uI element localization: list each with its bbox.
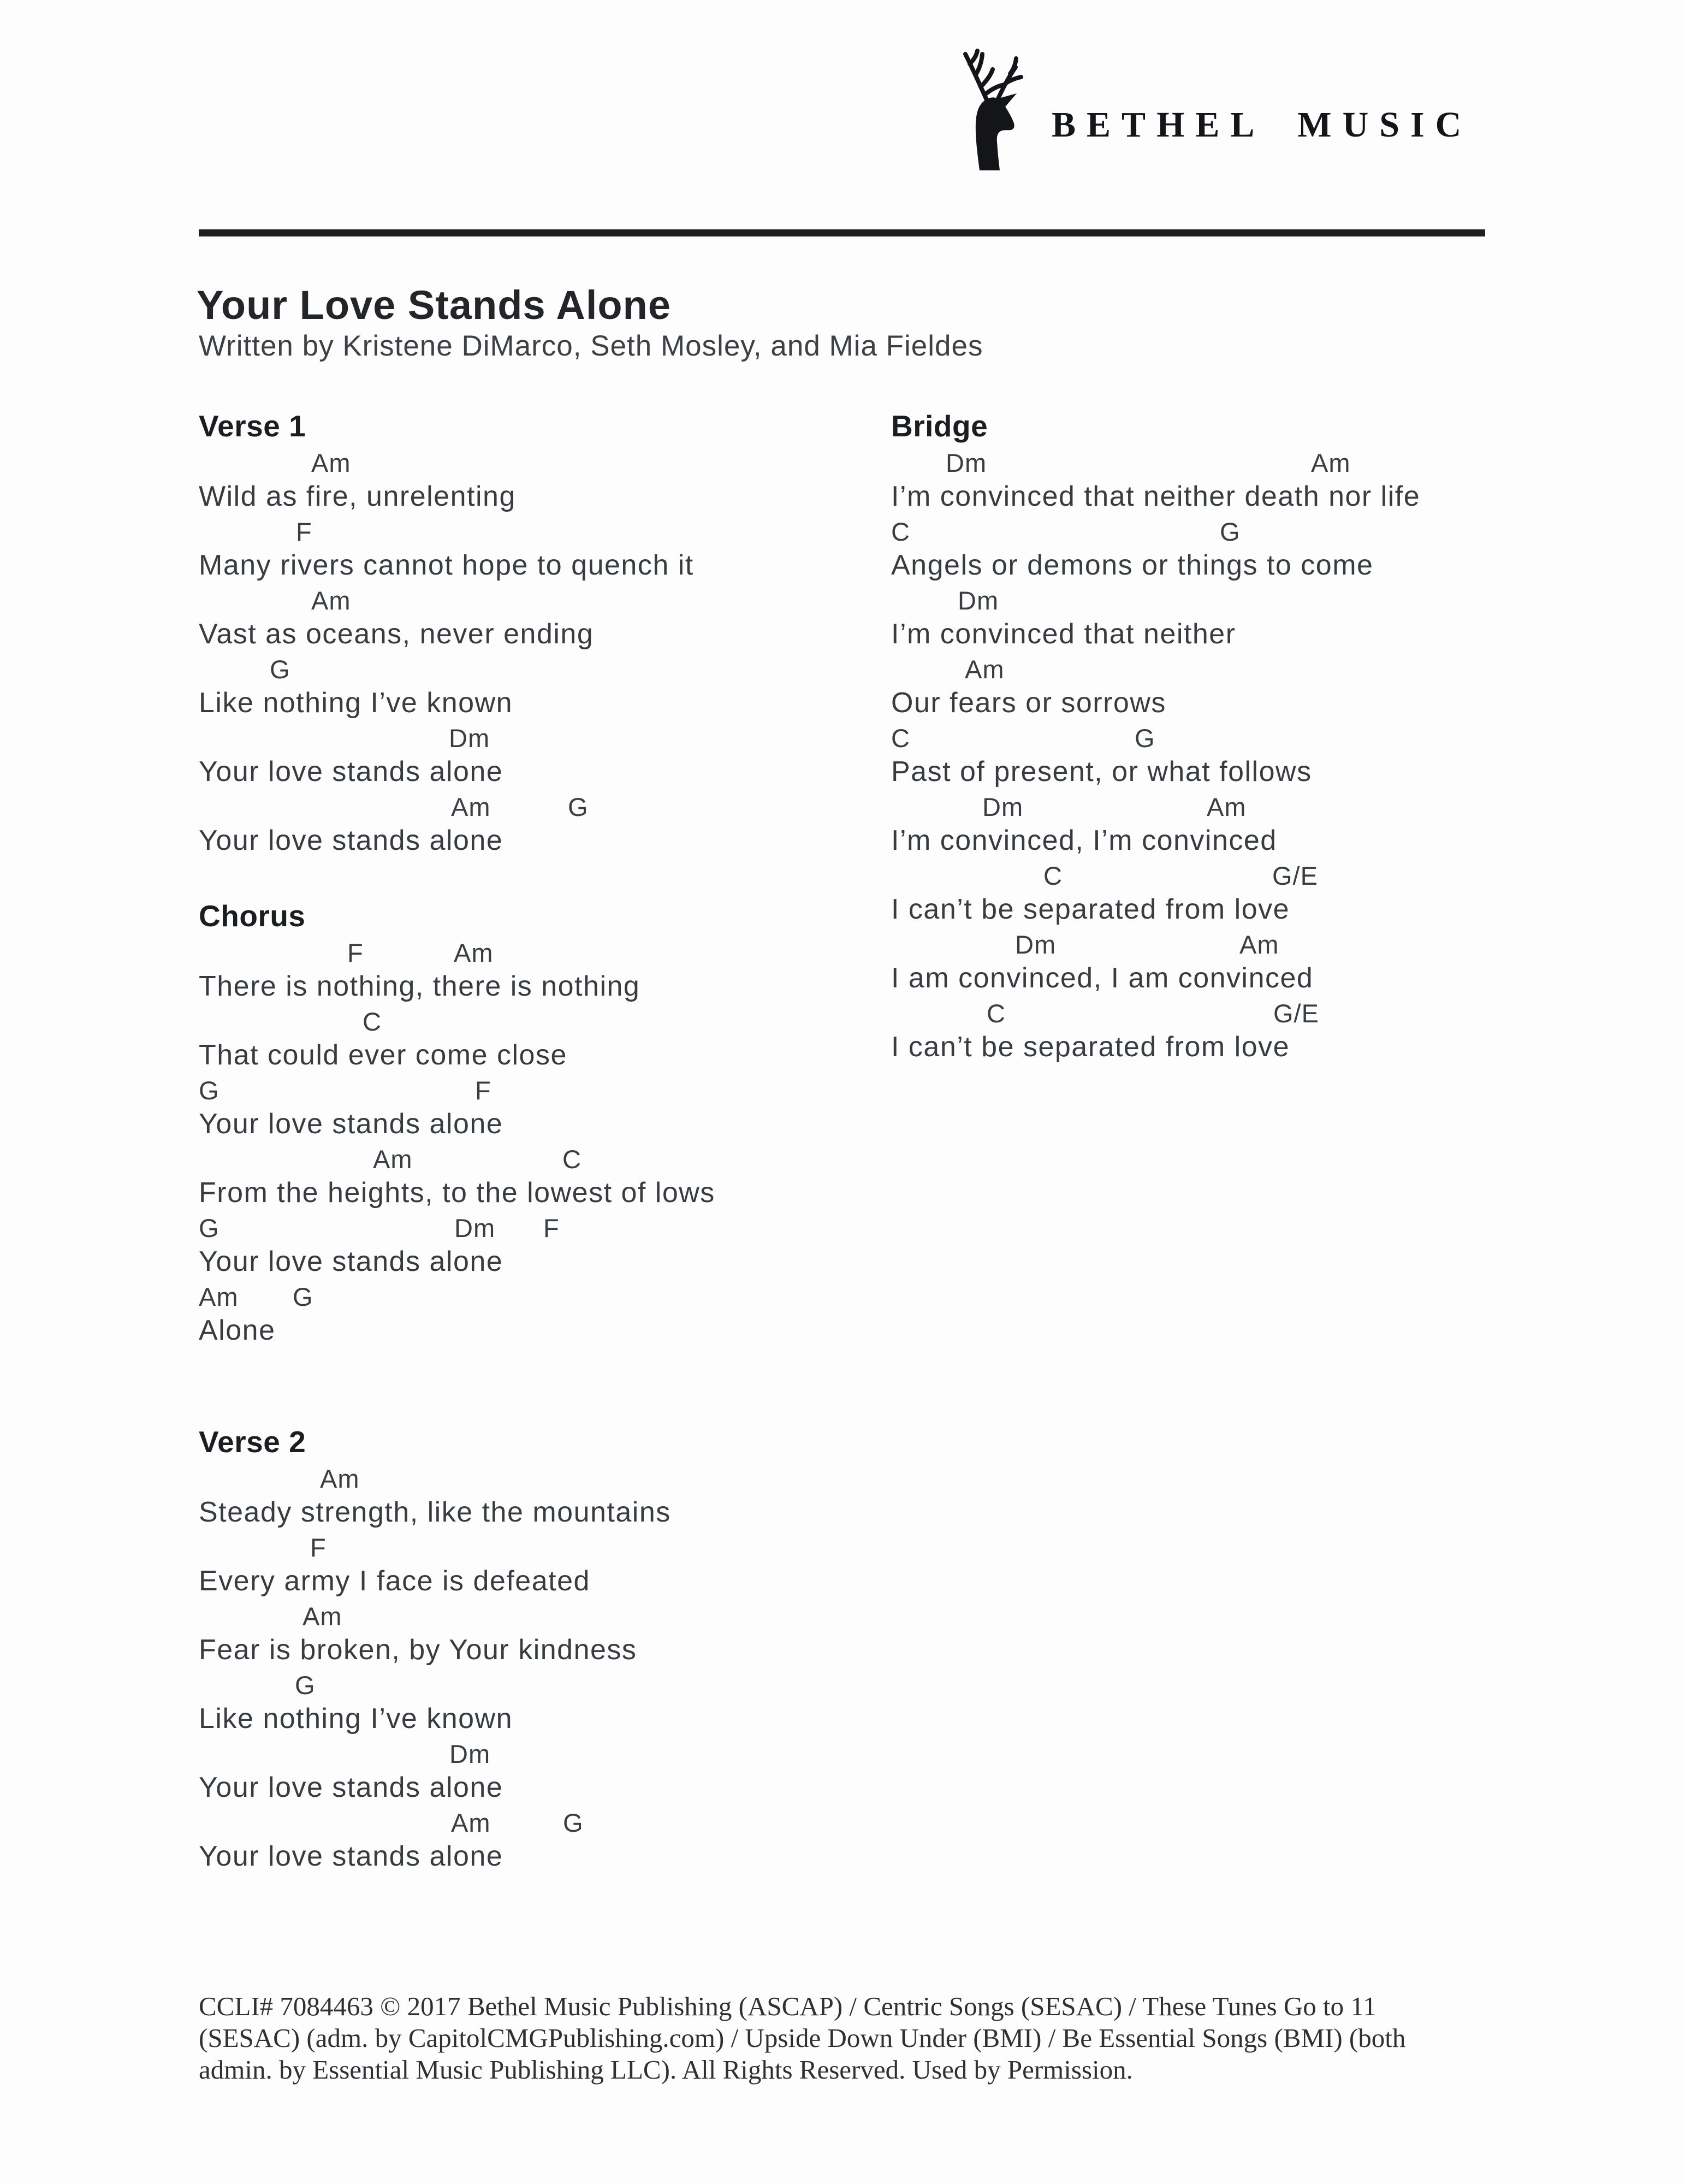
lyric-line: Alone <box>199 1315 276 1346</box>
chord-line <box>891 720 1666 755</box>
footer-line: admin. by Essential Music Publishing LLC). All Rights Reserved. Used by Permission. <box>199 2055 1133 2085</box>
chord-line <box>199 1599 892 1633</box>
chord-line <box>891 927 1666 961</box>
lyric-line: Many rivers cannot hope to quench it <box>199 549 694 581</box>
chord: C <box>891 517 910 546</box>
chord: G/E <box>1273 999 1319 1028</box>
chord: F <box>347 938 364 967</box>
chord: Am <box>1207 792 1247 821</box>
chord: Am <box>320 1464 360 1493</box>
lyric-line: Vast as oceans, never ending <box>199 618 594 650</box>
chord: C <box>891 724 910 753</box>
lyric-line: There is nothing, there is nothing <box>199 970 640 1002</box>
footer-copyright <box>199 1991 1520 2086</box>
chord-line <box>891 789 1666 824</box>
chord: G <box>270 655 290 684</box>
brand-wordmark: BETHEL MUSIC <box>1052 105 1473 145</box>
stag-deer-icon <box>949 46 1036 170</box>
chord-line <box>199 514 892 548</box>
chord: G <box>1135 724 1155 753</box>
lyric-line: Fear is broken, by Your kindness <box>199 1634 637 1666</box>
section-heading: Verse 2 <box>199 1425 306 1459</box>
lyric-line: I’m convinced that neither death nor life <box>891 481 1421 512</box>
section-heading: Verse 1 <box>199 409 306 443</box>
lyric-line: I can’t be separated from love <box>891 893 1290 925</box>
chord: Dm <box>449 1739 491 1768</box>
chord: Am <box>311 448 351 477</box>
chord: G <box>199 1214 219 1242</box>
chord: Am <box>373 1145 413 1174</box>
chord: G <box>563 1808 584 1837</box>
footer-line: (SESAC) (adm. by CapitolCMGPublishing.com) / Upside Down Under (BMI) / Be Essential Songs (BMI) (both <box>199 2023 1406 2053</box>
lyric-line: Angels or demons or things to come <box>891 549 1374 581</box>
chord-line <box>891 514 1666 548</box>
chord-line <box>199 1141 892 1176</box>
chord: G <box>1220 517 1241 546</box>
chord: Dm <box>958 586 999 615</box>
footer-line: CCLI# 7084463 © 2017 Bethel Music Publishing (ASCAP) / Centric Songs (SESAC) / These Tunes Go to 11 <box>199 1991 1377 2021</box>
chord: Am <box>1239 930 1279 959</box>
chord-line <box>891 858 1666 892</box>
chord-line <box>891 996 1666 1030</box>
chord: F <box>475 1076 491 1105</box>
chord-line <box>199 1279 892 1313</box>
lyric-line: I’m convinced that neither <box>891 618 1236 650</box>
lyric-line: Your love stands alone <box>199 1108 503 1140</box>
chord-line <box>891 583 1666 617</box>
lyric-line: Like nothing I’ve known <box>199 1703 513 1735</box>
chord-line <box>199 652 892 686</box>
chord: Am <box>451 1808 491 1837</box>
chord: Am <box>965 655 1005 684</box>
lyric-line: Your love stands alone <box>199 825 503 856</box>
chord-line <box>199 789 892 824</box>
chord-line <box>199 1805 892 1839</box>
chord: G/E <box>1272 861 1318 890</box>
chord-line <box>199 1004 892 1038</box>
chord-line <box>199 1461 892 1495</box>
chord: C <box>987 999 1006 1028</box>
lyric-line: Your love stands alone <box>199 756 503 788</box>
chord-line <box>199 445 892 480</box>
lyric-line: Every army I face is defeated <box>199 1565 590 1597</box>
column-right <box>891 410 1666 1064</box>
song-byline: Written by Kristene DiMarco, Seth Mosley, and Mia Fieldes <box>199 330 983 362</box>
section-heading: Chorus <box>199 899 306 933</box>
chord: Am <box>302 1602 342 1631</box>
lyric-line: Wild as fire, unrelenting <box>199 481 516 512</box>
lyric-line: From the heights, to the lowest of lows <box>199 1177 715 1209</box>
chord: Am <box>451 792 491 821</box>
chord: G <box>295 1671 316 1700</box>
chord-line <box>199 1736 892 1771</box>
chord-line <box>199 1073 892 1107</box>
chord: Am <box>199 1282 239 1311</box>
chord: F <box>296 517 312 546</box>
chord: Am <box>311 586 351 615</box>
lyric-line: Your love stands alone <box>199 1840 503 1872</box>
song-section <box>199 410 892 858</box>
chord-line <box>891 652 1666 686</box>
chord: Dm <box>454 1214 496 1242</box>
chord: Dm <box>946 448 987 477</box>
header-divider-rule <box>199 229 1485 236</box>
lyric-line: Our fears or sorrows <box>891 687 1166 719</box>
song-section <box>891 410 1666 1064</box>
chord-line <box>199 583 892 617</box>
lyric-line: That could ever come close <box>199 1039 567 1071</box>
song-section <box>199 1425 892 1874</box>
lyric-line: I can’t be separated from love <box>891 1031 1290 1063</box>
chord: C <box>562 1145 582 1174</box>
chord: G <box>199 1076 219 1105</box>
lyric-line: Past of present, or what follows <box>891 756 1312 788</box>
chord-line <box>199 1210 892 1245</box>
chord-line <box>199 935 892 969</box>
lyric-line: Steady strength, like the mountains <box>199 1496 671 1528</box>
chord-line <box>199 1530 892 1564</box>
chord: C <box>1043 861 1063 890</box>
chord: F <box>543 1214 560 1242</box>
chord: Dm <box>982 792 1024 821</box>
chord: G <box>293 1282 313 1311</box>
chord-line <box>199 720 892 755</box>
lyric-line: I am convinced, I am convinced <box>891 962 1314 994</box>
lyric-line: I’m convinced, I’m convinced <box>891 825 1277 856</box>
chord: Dm <box>449 724 490 753</box>
lyric-line: Like nothing I’ve known <box>199 687 513 719</box>
section-heading: Bridge <box>891 409 988 443</box>
song-section <box>199 899 892 1348</box>
lyric-line: Your love stands alone <box>199 1772 503 1803</box>
chord: Dm <box>1015 930 1057 959</box>
lyric-line: Your love stands alone <box>199 1246 503 1277</box>
chord: C <box>363 1007 382 1036</box>
chord-line <box>891 445 1666 480</box>
column-left <box>199 410 892 1874</box>
chord: Am <box>1311 448 1351 477</box>
chord: F <box>310 1533 327 1562</box>
chord-line <box>199 1667 892 1702</box>
chord: G <box>568 792 589 821</box>
chord: Am <box>454 938 494 967</box>
song-title: Your Love Stands Alone <box>197 282 671 328</box>
